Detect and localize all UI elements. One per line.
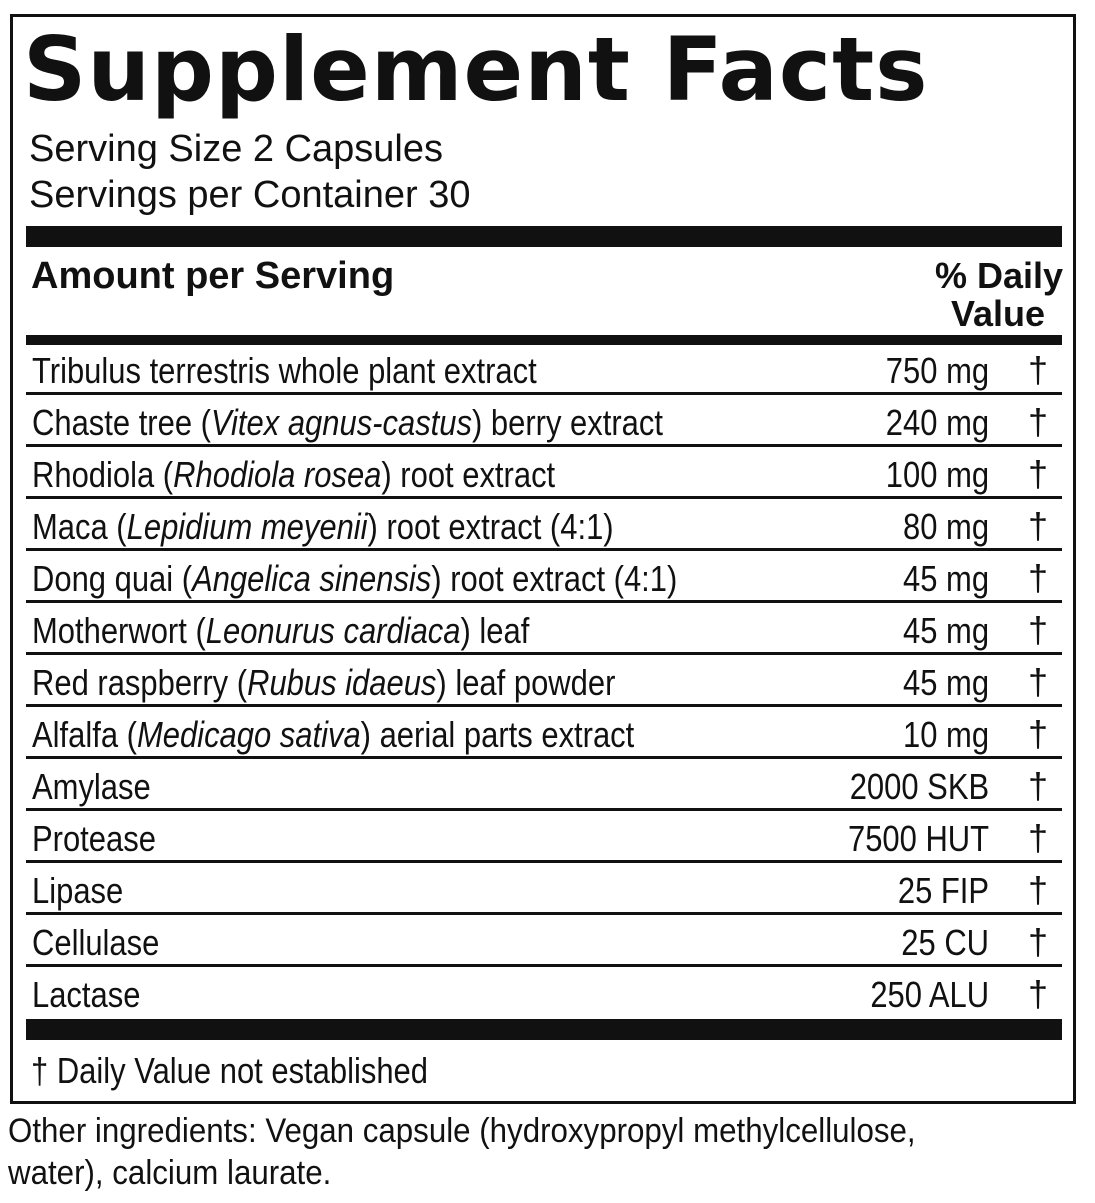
ingredient-amount: 750 mg (885, 350, 989, 391)
daily-value-dagger: † (1027, 713, 1048, 754)
ingredient-name-text: Lactase (32, 974, 141, 1015)
ingredient-latin-name: Medicago sativa (136, 714, 361, 755)
ingredient-name (32, 818, 156, 860)
table-row (26, 759, 1062, 811)
ingredient-name-text: Motherwort ( (32, 610, 206, 651)
ingredient-latin-name: Angelica sinensis (192, 558, 432, 599)
daily-value-dagger: † (1027, 557, 1048, 598)
ingredient-name (32, 402, 663, 444)
daily-value-heading-line1: % Daily (934, 255, 1063, 296)
table-row (26, 915, 1062, 967)
ingredient-latin-name: Lepidium meyenii (126, 506, 368, 547)
ingredient-name-suffix: ) root extract (4:1) (431, 558, 678, 599)
ingredient-name (32, 922, 159, 964)
ingredient-name-suffix: ) leaf (460, 610, 530, 651)
daily-value-heading (863, 257, 1063, 333)
ingredient-name-suffix: ) root extract (4:1) (367, 506, 614, 547)
servings-per-container: Servings per Container 30 (29, 174, 471, 216)
ingredient-name-text: Chaste tree ( (32, 402, 211, 443)
daily-value-dagger: † (1027, 661, 1048, 702)
ingredient-name (32, 610, 529, 652)
ingredient-amount: 25 CU (901, 922, 989, 963)
table-row (26, 811, 1062, 863)
panel-title: Supplement Facts (23, 18, 929, 121)
ingredient-name-text: Rhodiola ( (32, 454, 174, 495)
table-row (26, 395, 1062, 447)
ingredient-latin-name: Rubus idaeus (247, 662, 437, 703)
ingredient-table (26, 343, 1062, 1016)
ingredient-name-text: Cellulase (32, 922, 160, 963)
ingredient-name (32, 714, 634, 756)
table-row (26, 499, 1062, 551)
daily-value-dagger: † (1027, 349, 1048, 390)
ingredient-amount: 10 mg (902, 714, 989, 755)
ingredient-amount: 2000 SKB (849, 766, 989, 807)
daily-value-dagger: † (1027, 869, 1048, 910)
daily-value-dagger: † (1027, 973, 1048, 1014)
ingredient-latin-name: Rhodiola rosea (173, 454, 382, 495)
ingredient-name-text: Protease (32, 818, 156, 859)
table-row (26, 655, 1062, 707)
table-row (26, 603, 1062, 655)
ingredient-latin-name: Leonurus cardiaca (205, 610, 461, 651)
ingredient-name-text: Dong quai ( (32, 558, 193, 599)
other-ingredients: Other ingredients: Vegan capsule (hydroxypropyl methylcellulose, water), calcium laurate. (8, 1112, 916, 1192)
table-row (26, 967, 1062, 1016)
daily-value-dagger: † (1027, 401, 1048, 442)
table-row (26, 447, 1062, 499)
table-row (26, 863, 1062, 915)
ingredient-name (32, 974, 140, 1016)
ingredient-amount: 7500 HUT (847, 818, 989, 859)
ingredient-name (32, 350, 537, 392)
ingredient-name-text: Alfalfa ( (32, 714, 137, 755)
ingredient-amount: 25 FIP (897, 870, 989, 911)
ingredient-name (32, 558, 677, 600)
daily-value-dagger: † (1027, 817, 1048, 858)
ingredient-name-suffix: ) aerial parts extract (360, 714, 635, 755)
ingredient-name-suffix: ) leaf powder (436, 662, 616, 703)
ingredient-latin-name: Vitex agnus-castus (210, 402, 472, 443)
serving-size: Serving Size 2 Capsules (29, 128, 443, 170)
ingredient-name-suffix: ) berry extract (471, 402, 663, 443)
ingredient-amount: 100 mg (885, 454, 989, 495)
ingredient-name (32, 506, 614, 548)
ingredient-name-text: Red raspberry ( (32, 662, 248, 703)
ingredient-amount: 250 ALU (870, 974, 989, 1015)
supplement-facts-panel (10, 14, 1076, 1104)
ingredient-amount: 240 mg (885, 402, 989, 443)
ingredient-amount: 45 mg (902, 610, 989, 651)
daily-value-dagger: † (1027, 765, 1048, 806)
table-row (26, 707, 1062, 759)
daily-value-dagger: † (1027, 453, 1048, 494)
table-row (26, 551, 1062, 603)
ingredient-name (32, 662, 615, 704)
ingredient-amount: 45 mg (902, 558, 989, 599)
ingredient-name-text: Maca ( (32, 506, 127, 547)
daily-value-dagger: † (1027, 921, 1048, 962)
ingredient-amount: 80 mg (902, 506, 989, 547)
ingredient-name (32, 454, 555, 496)
ingredient-name-text: Tribulus terrestris whole plant extract (32, 350, 537, 391)
table-row (26, 343, 1062, 395)
daily-value-dagger: † (1027, 505, 1048, 546)
daily-value-footnote: † Daily Value not established (31, 1050, 428, 1091)
ingredient-name (32, 766, 151, 808)
daily-value-dagger: † (1027, 609, 1048, 650)
ingredient-name (32, 870, 123, 912)
ingredient-name-text: Lipase (32, 870, 124, 911)
ingredient-amount: 45 mg (902, 662, 989, 703)
daily-value-heading-line2: Value (950, 293, 1045, 334)
thick-divider-bottom (26, 1019, 1062, 1040)
ingredient-name-text: Amylase (32, 766, 151, 807)
amount-per-serving-heading: Amount per Serving (31, 255, 395, 297)
thick-divider-top (26, 226, 1062, 247)
ingredient-name-suffix: ) root extract (381, 454, 556, 495)
